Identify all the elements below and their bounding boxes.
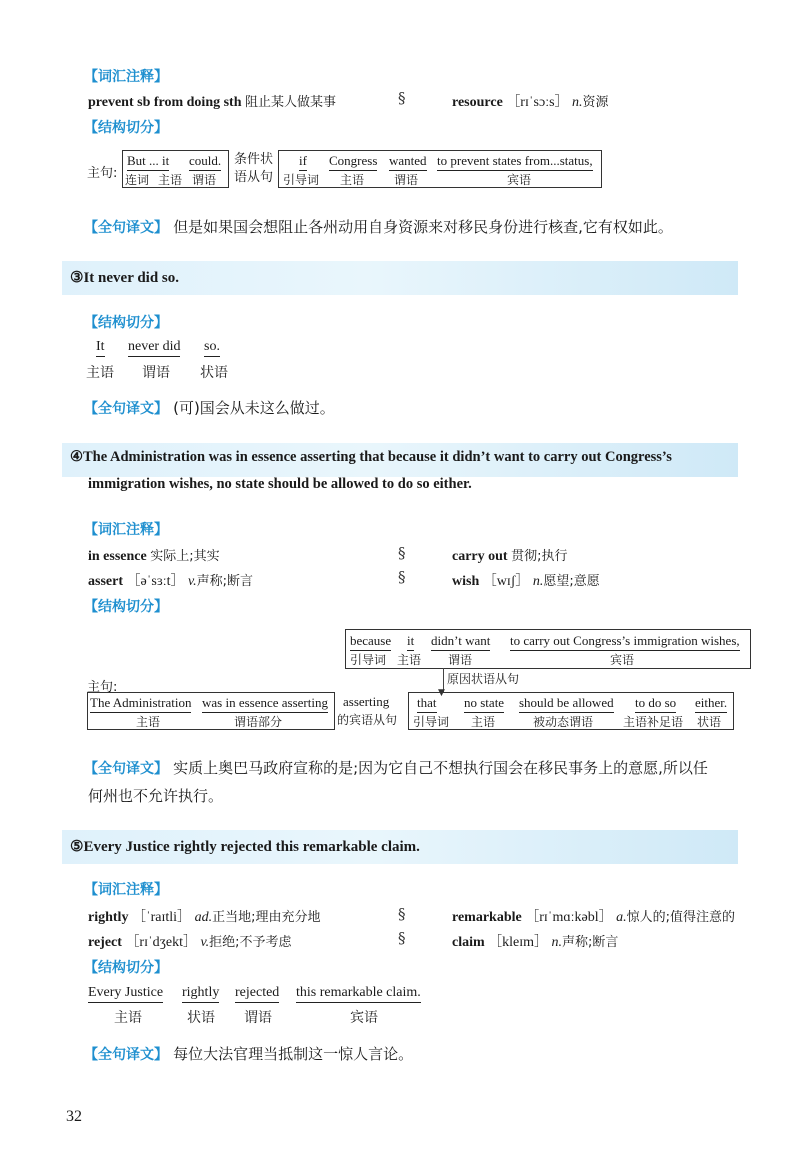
role: 主语补足语 [623, 715, 684, 729]
translation-text-cont: 何州也不允许执行。 [88, 787, 224, 805]
role: 谓语 [142, 365, 170, 381]
condition-clause-box [278, 150, 602, 188]
role: 引导词 [350, 653, 387, 667]
structure-label: 【结构切分】 [84, 315, 168, 331]
page-number: 32 [66, 1108, 82, 1125]
word: It [96, 339, 105, 357]
word: to prevent states from...status, [437, 153, 593, 171]
separator-icon: § [398, 89, 406, 107]
vocab-entry: carry out 贯彻;执行 [452, 549, 568, 564]
arrow-down-icon: ▼ [438, 688, 445, 698]
vocab-pos: n. [572, 95, 583, 110]
role: 主语 [397, 653, 422, 667]
sentence-5: ⑤Every Justice rightly rejected this remarkable claim. [70, 839, 420, 855]
role: 状语 [200, 365, 228, 381]
sentence-4-line1: ④The Administration was in essence asserting that because it didn’t want to carry out Congress’s [70, 449, 672, 465]
translation-text: (可)国会从未这么做过。 [173, 399, 335, 417]
role: 被动态谓语 [533, 715, 594, 729]
separator-icon: § [398, 929, 406, 947]
vocab-entry [452, 91, 609, 111]
role: 主语 [136, 715, 161, 729]
word: never did [128, 339, 180, 357]
word: to do so [635, 695, 676, 713]
separator-icon: § [398, 905, 406, 923]
role: 引导词 [283, 173, 320, 187]
vocab-entry: claim ［kleɪm］ n.声称;断言 [452, 935, 619, 950]
clause-label: 原因状语从句 [447, 672, 520, 686]
vocab-ipa: ［rɪˈsɔːs］ [506, 95, 569, 110]
vocab-entry: remarkable ［rɪˈmɑːkəbl］ a.惊人的;值得注意的 [452, 910, 736, 925]
connector-label: asserting 的宾语从句 [337, 694, 398, 727]
main-clause-box [122, 150, 229, 188]
word: because [350, 633, 391, 651]
translation [84, 397, 335, 418]
role: 谓语 [448, 653, 473, 667]
word: if [299, 153, 307, 171]
translation [84, 757, 708, 778]
main-clause-box [87, 692, 335, 730]
translation-text: 每位大法官理当抵制这一惊人言论。 [173, 1045, 414, 1063]
vocab-meaning: 阻止某人做某事 [245, 95, 337, 110]
word: rightly [182, 985, 219, 1003]
role: 连词 [125, 173, 150, 187]
word: Every Justice [88, 985, 163, 1003]
vocab-label: 【词汇注释】 [84, 882, 168, 898]
role: 宾语 [610, 653, 635, 667]
role: 主语 [158, 173, 183, 187]
role: 谓语 [244, 1010, 272, 1026]
vocab-entry [88, 91, 336, 111]
word: should be allowed [519, 695, 614, 713]
word: it [407, 633, 414, 651]
word: didn’t want [431, 633, 490, 651]
vocab-entry: reject ［rɪˈdʒekt］ v.拒绝;不予考虑 [88, 935, 292, 950]
role: 宾语 [350, 1010, 378, 1026]
role: 谓语 [192, 173, 217, 187]
vocab-label: 【词汇注释】 [84, 69, 168, 85]
word: so. [204, 339, 220, 357]
role: 主语 [86, 365, 114, 381]
object-clause-box [408, 692, 734, 730]
structure-label: 【结构切分】 [84, 599, 168, 615]
role: 状语 [697, 715, 722, 729]
translation-label: 【全句译文】 [84, 761, 168, 777]
structure-label: 【结构切分】 [84, 120, 168, 136]
word: But ... it [127, 153, 169, 171]
word: to carry out Congress’s immigration wishes, [510, 633, 740, 651]
vocab-entry: wish ［wɪʃ］ n.愿望;意愿 [452, 574, 600, 589]
word: wanted [389, 153, 427, 171]
word: rejected [235, 985, 279, 1003]
sentence-3: ③It never did so. [70, 270, 180, 286]
word: this remarkable claim. [296, 985, 421, 1003]
translation [84, 1043, 413, 1064]
word: that [417, 695, 437, 713]
role: 谓语 [394, 173, 419, 187]
vocab-word: prevent sb from doing sth [88, 95, 242, 110]
vocab-word: resource [452, 95, 503, 110]
role: 状语 [187, 1010, 215, 1026]
translation-label: 【全句译文】 [84, 1047, 168, 1063]
separator-icon: § [398, 544, 406, 562]
vocab-entry: assert ［əˈsɜːt］ v.声称;断言 [88, 574, 254, 589]
role: 主语 [114, 1010, 142, 1026]
translation [84, 216, 673, 237]
role: 主语 [471, 715, 496, 729]
translation-text: 实质上奥巴马政府宣称的是;因为它自己不想执行国会在移民事务上的意愿,所以任 [173, 759, 708, 777]
sentence-4-line2: immigration wishes, no state should be allowed to do so either. [88, 476, 472, 492]
vocab-meaning: 资源 [582, 95, 609, 110]
separator-icon: § [398, 568, 406, 586]
word: either. [695, 695, 727, 713]
main-clause-label: 主句: [87, 680, 118, 695]
word: The Administration [90, 695, 191, 713]
word: could. [189, 153, 221, 171]
word: Congress [329, 153, 377, 171]
translation-label: 【全句译文】 [84, 401, 168, 417]
vocab-entry: rightly ［ˈraɪtli］ ad.正当地;理由充分地 [88, 910, 321, 925]
reason-clause-box [345, 629, 751, 669]
vocab-entry: in essence 实际上;其实 [88, 549, 220, 564]
vocab-label: 【词汇注释】 [84, 522, 168, 538]
role: 主语 [340, 173, 365, 187]
translation-label: 【全句译文】 [84, 220, 168, 236]
translation-text: 但是如果国会想阻止各州动用自身资源来对移民身份进行核查,它有权如此。 [173, 218, 673, 236]
main-clause-label: 主句: [87, 166, 118, 181]
role: 宾语 [507, 173, 532, 187]
connector-label: 条件状 语从句 [234, 152, 274, 185]
role: 谓语部分 [234, 715, 283, 729]
role: 引导词 [413, 715, 450, 729]
word: was in essence asserting [202, 695, 328, 713]
word: no state [464, 695, 504, 713]
structure-label: 【结构切分】 [84, 960, 168, 976]
